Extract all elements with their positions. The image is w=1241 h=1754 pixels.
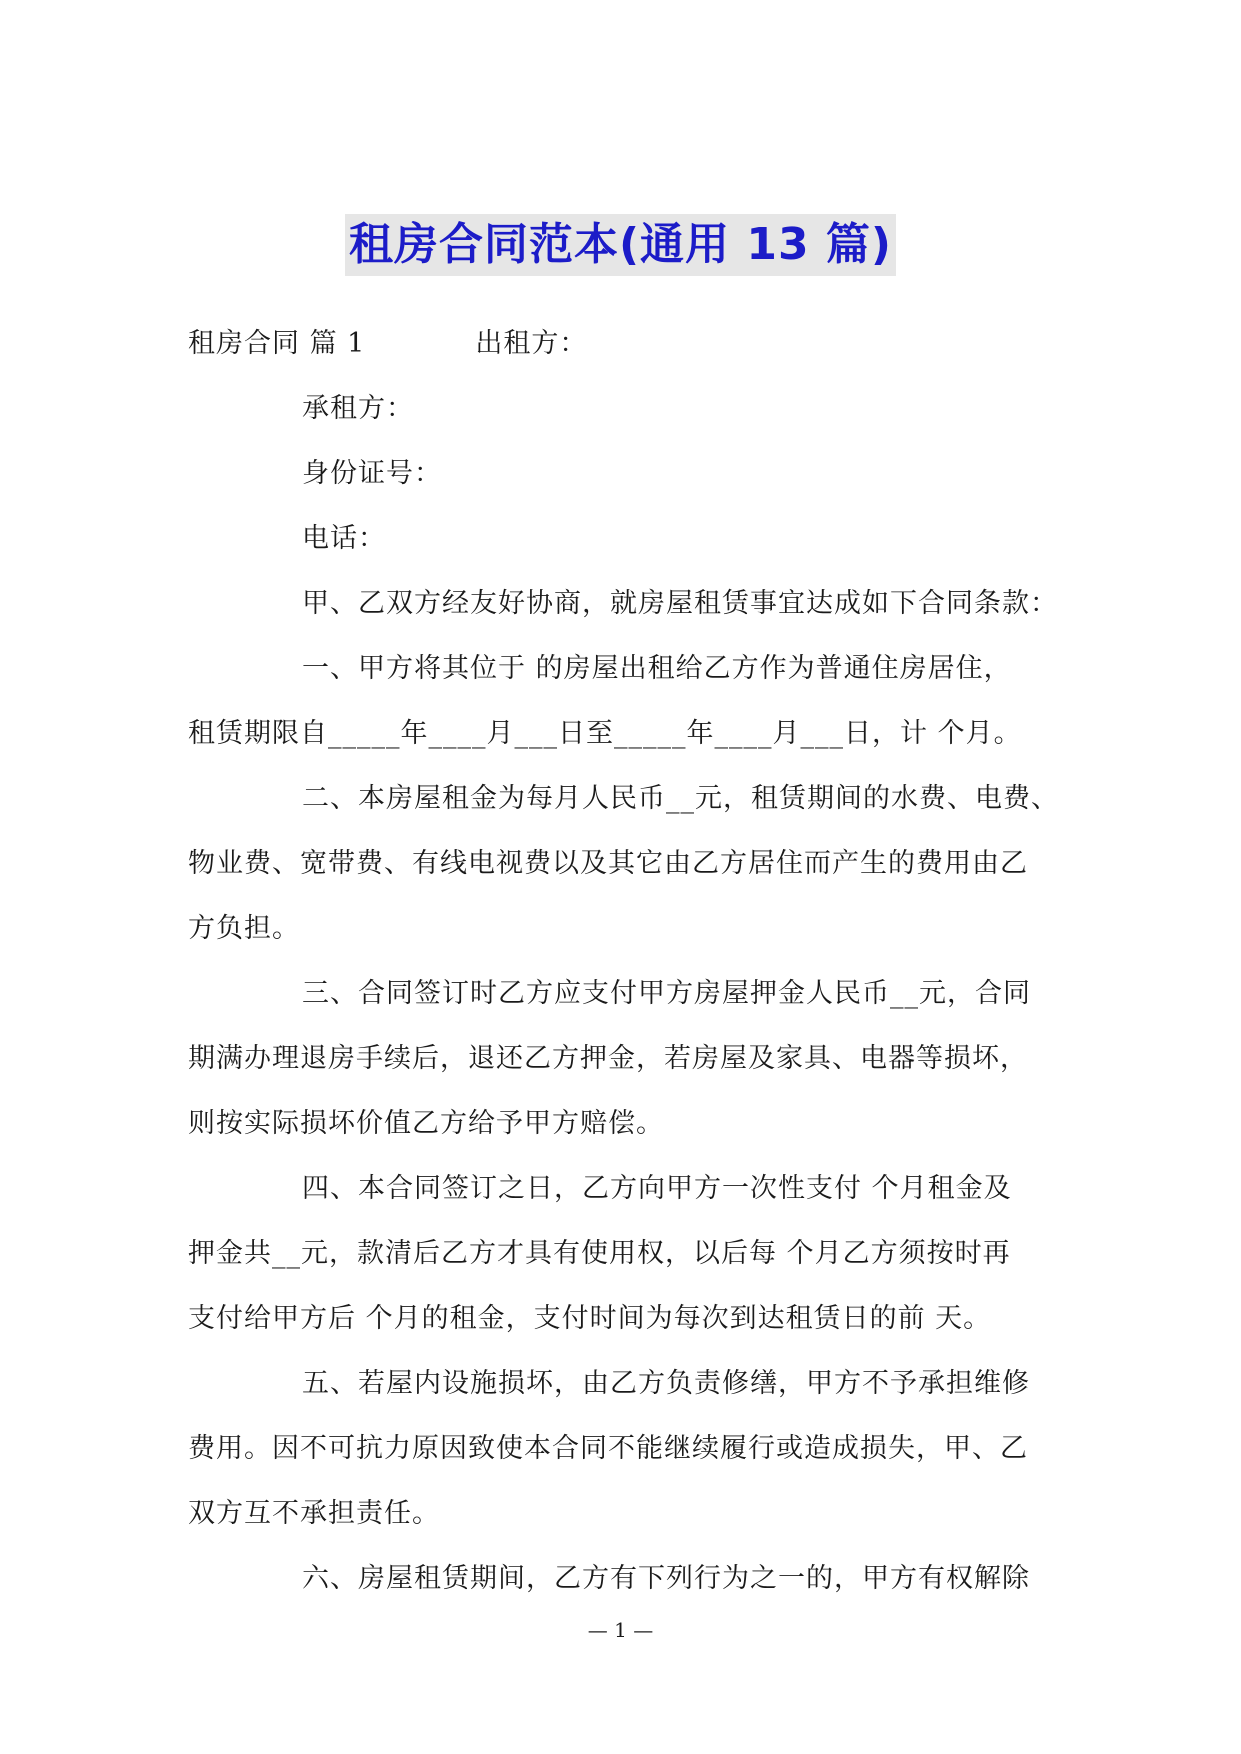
paragraph-line: 五、若屋内设施损坏，由乙方负责修缮，甲方不予承担维修 — [302, 1368, 1030, 1399]
phone-line: 电话： — [302, 523, 386, 554]
id-number-line: 身份证号： — [302, 458, 442, 489]
paragraph-line: 支付给甲方后 个月的租金，支付时间为每次到达租赁日的前 天。 — [188, 1303, 992, 1334]
paragraph-line: 期满办理退房手续后，退还乙方押金，若房屋及家具、电器等损坏， — [188, 1043, 1028, 1074]
tenant-line: 承租方： — [302, 393, 414, 424]
paragraph-line: 四、本合同签订之日，乙方向甲方一次性支付 个月租金及 — [302, 1173, 1012, 1204]
paragraph-line: 六、房屋租赁期间，乙方有下列行为之一的，甲方有权解除 — [302, 1563, 1030, 1594]
title-container — [0, 214, 1241, 276]
paragraph-line: 租赁期限自_____年____月___日至_____年____月___日，计 个月。 — [188, 718, 1022, 749]
document-title: 租房合同范本(通用 13 篇) — [345, 214, 896, 276]
paragraph-line: 二、本房屋租金为每月人民币__元，租赁期间的水费、电费、 — [302, 783, 1059, 814]
paragraph-line: 则按实际损坏价值乙方给予甲方赔偿。 — [188, 1108, 664, 1139]
page-number: — 1 — — [587, 1618, 654, 1642]
paragraph-line: 三、合同签订时乙方应支付甲方房屋押金人民币__元，合同 — [302, 978, 1031, 1009]
paragraph-line: 费用。因不可抗力原因致使本合同不能继续履行或造成损失，甲、乙 — [188, 1433, 1028, 1464]
section-label: 租房合同 篇 1 — [188, 328, 366, 359]
paragraph-line: 一、甲方将其位于 的房屋出租给乙方作为普通住房居住， — [302, 653, 1012, 684]
paragraph-line: 物业费、宽带费、有线电视费以及其它由乙方居住而产生的费用由乙 — [188, 848, 1028, 879]
paragraph-line: 押金共__元，款清后乙方才具有使用权，以后每 个月乙方须按时再 — [188, 1238, 1011, 1269]
paragraph-line: 方负担。 — [188, 913, 300, 944]
paragraph-line: 甲、乙双方经友好协商，就房屋租赁事宜达成如下合同条款： — [302, 588, 1058, 619]
section-heading-line — [188, 327, 587, 361]
lessor-label: 出租方： — [475, 328, 588, 359]
paragraph-line: 双方互不承担责任。 — [188, 1498, 440, 1529]
